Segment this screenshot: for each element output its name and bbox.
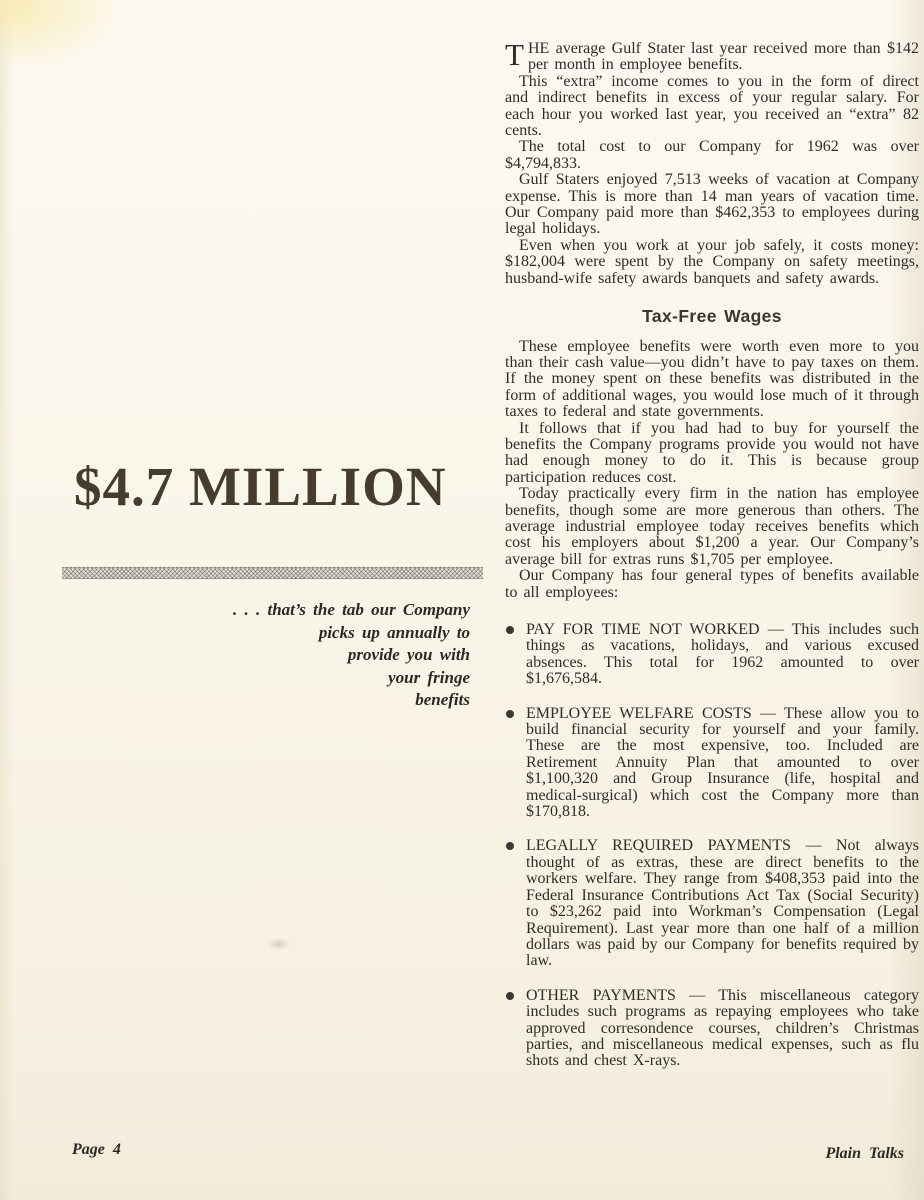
body-paragraph: This “extra” income comes to you in the form of direct and indirect benefits in excess of your regular salary. For each hour you worked last year, you received an “extra” 82 cents. bbox=[505, 72, 919, 140]
list-item bbox=[505, 622, 919, 688]
body-paragraph: Our Company has four general types of benefits available to all employees: bbox=[505, 567, 919, 601]
list-item-text: EMPLOYEE WELFARE COSTS — These allow you to build financial security for yourself and your family. These are the most expensive, too. Included are Retirement Annuity Plan that amounted to over $1,100,320 and Group Insurance (life, hospital and medical-surgical) which cost the Company more than $170,818. bbox=[526, 704, 919, 821]
body-paragraph: The total cost to our Company for 1962 was over $4,794,833. bbox=[505, 138, 919, 172]
body-paragraph: Gulf Staters enjoyed 7,513 weeks of vacation at Company expense. This is more than 14 man years of vacation time. Our Company paid more than $462,353 to employees during legal holidays. bbox=[505, 171, 919, 238]
intro-text: HE average Gulf Stater last year received more than $142 per month in employee benefits. bbox=[527, 40, 919, 74]
list-item-text: LEGALLY REQUIRED PAYMENTS — Not always thought of as extras, these are direct benefits to the workers welfare. They range from $408,353 paid into the Federal Insurance Contributions Act Tax (Social Security) to $23,262 paid into Workman’s Compensation (Legal Requirement). Last year more than one half of a million dollars was paid by our Company for benefits required by law. bbox=[526, 837, 919, 970]
bullet-icon bbox=[506, 992, 514, 1000]
bullet-icon bbox=[506, 842, 514, 850]
bullet-icon bbox=[506, 626, 514, 634]
section-heading-tax-free-wages: Tax-Free Wages bbox=[642, 306, 782, 327]
caption-line: provide you with bbox=[347, 645, 470, 664]
intro-paragraph bbox=[505, 37, 919, 74]
list-item-text: OTHER PAYMENTS — This miscellaneous category includes such programs as repaying employees who take approved corresondence courses, children’s Christmas parties, and miscellaneous medical expenses, such as flu shots and chest X-rays. bbox=[526, 986, 919, 1070]
publication-name: Plain Talks bbox=[825, 1145, 904, 1162]
benefit-types-list bbox=[505, 622, 919, 1070]
list-item bbox=[505, 838, 919, 969]
page-number: Page 4 bbox=[72, 1141, 121, 1158]
list-item bbox=[505, 988, 919, 1070]
headline-caption bbox=[150, 599, 470, 712]
drop-cap: T bbox=[505, 37, 524, 72]
caption-line: your fringe bbox=[388, 667, 470, 687]
article-body bbox=[505, 37, 919, 1088]
caption-line: benefits bbox=[415, 690, 470, 709]
body-paragraph: It follows that if you had had to buy for yourself the benefits the Company programs provide you would not have had enough money to do it. This is because group participation reduces cost. bbox=[505, 419, 919, 486]
page-headline: $4.7 MILLION bbox=[74, 456, 447, 517]
body-paragraph: These employee benefits were worth even more to you than their cash value—you didn’t have to pay taxes on them. If the money spent on these benefits was distributed in the form of additional wages, you would lose much of it through taxes to federal and state governments. bbox=[505, 337, 919, 421]
bullet-icon bbox=[506, 710, 514, 718]
list-item-text: PAY FOR TIME NOT WORKED — This includes such things as vacations, holidays, and various excused absences. This total for 1962 amounted to over $1,676,584. bbox=[526, 621, 919, 688]
decorative-dither-rule bbox=[62, 567, 483, 579]
caption-line: . . . that’s the tab our Company bbox=[233, 600, 470, 619]
caption-line: picks up annually to bbox=[318, 622, 470, 642]
paper-smudge bbox=[268, 938, 290, 950]
body-paragraph: Today practically every firm in the nation has employee benefits, though some are more generous than others. The average industrial employee today receives benefits which cost his employers about $1,200 a year. Our Company’s average bill for extras runs $1,705 per employee. bbox=[505, 485, 919, 568]
list-item bbox=[505, 706, 919, 821]
body-paragraph: Even when you work at your job safely, it costs money: $182,004 were spent by the Company on safety meetings, husband-wife safety awards banquets and safety awards. bbox=[505, 236, 919, 287]
